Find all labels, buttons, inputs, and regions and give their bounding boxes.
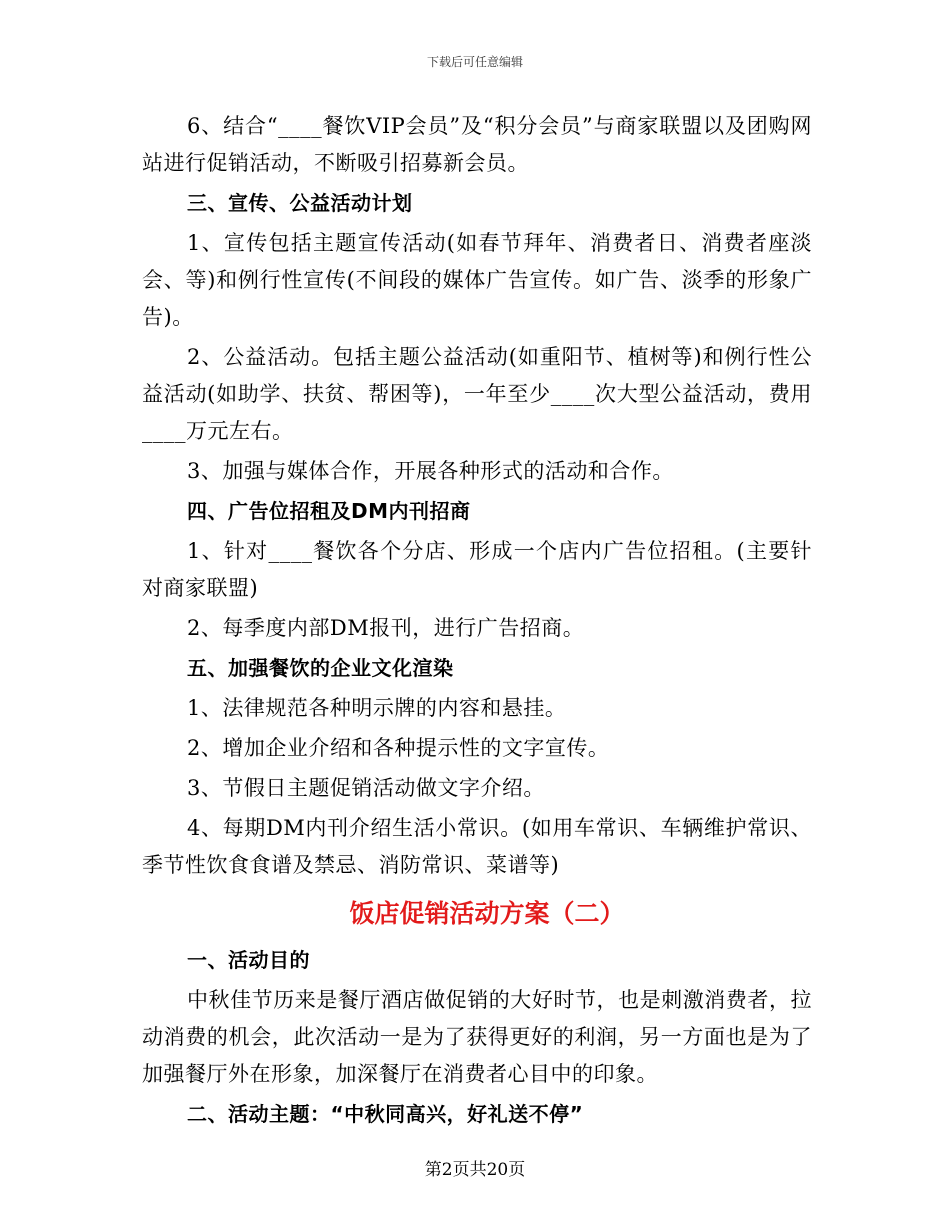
heading-activity-theme: 二、活动主题：“中秋同高兴，好礼送不停” [187, 1102, 584, 1126]
section-title: 饭店促销活动方案（二） [349, 899, 625, 928]
paragraph-culture-1: 1、法律规范各种明示牌的内容和悬挂。 [187, 696, 567, 720]
paragraph-activity-purpose: 中秋佳节历来是餐厅酒店做促销的大好时节，也是刺激消费者，拉动消费的机会，此次活动一是为了获得更好的利润，另一方面也是为了加强餐厅外在形象，加深餐厅在消费者心目中的印象。 [142, 988, 812, 1086]
paragraph-item-6: 6、结合“____餐饮VIP会员”及“积分会员”与商家联盟以及团购网站进行促销活动，不断吸引招募新会员。 [142, 114, 812, 175]
paragraph-culture-4: 4、每期DM内刊介绍生活小常识。(如用车常识、车辆维护常识、季节性饮食食谱及禁忌、消防常识、菜谱等) [142, 816, 812, 877]
page-number-footer: 第2页共20页 [424, 1160, 526, 1180]
paragraph-publicity-2: 2、公益活动。包括主题公益活动(如重阳节、植树等)和例行性公益活动(如助学、扶贫、帮困等)，一年至少____次大型公益活动，费用____万元左右。 [142, 345, 812, 443]
heading-publicity-plan: 三、宣传、公益活动计划 [187, 191, 413, 215]
paragraph-culture-3: 3、节假日主题促销活动做文字介绍。 [187, 776, 545, 800]
paragraph-ad-1: 1、针对____餐饮各个分店、形成一个店内广告位招租。(主要针对商家联盟) [142, 539, 812, 600]
heading-ad-space: 四、广告位招租及DM内刊招商 [187, 499, 471, 523]
paragraph-ad-2: 2、每季度内部DM报刊，进行广告招商。 [187, 616, 585, 640]
heading-culture: 五、加强餐饮的企业文化渲染 [187, 656, 454, 680]
page-header-note: 下载后可任意编辑 [426, 55, 523, 69]
paragraph-publicity-3: 3、加强与媒体合作，开展各种形式的活动和合作。 [187, 459, 674, 483]
paragraph-publicity-1: 1、宣传包括主题宣传活动(如春节拜年、消费者日、消费者座淡会、等)和例行性宣传(不间段的媒体广告宣传。如广告、淡季的形象广告)。 [142, 231, 812, 329]
paragraph-culture-2: 2、增加企业介绍和各种提示性的文字宣传。 [187, 736, 610, 760]
heading-activity-purpose: 一、活动目的 [187, 948, 310, 972]
document-body [142, 108, 812, 1133]
